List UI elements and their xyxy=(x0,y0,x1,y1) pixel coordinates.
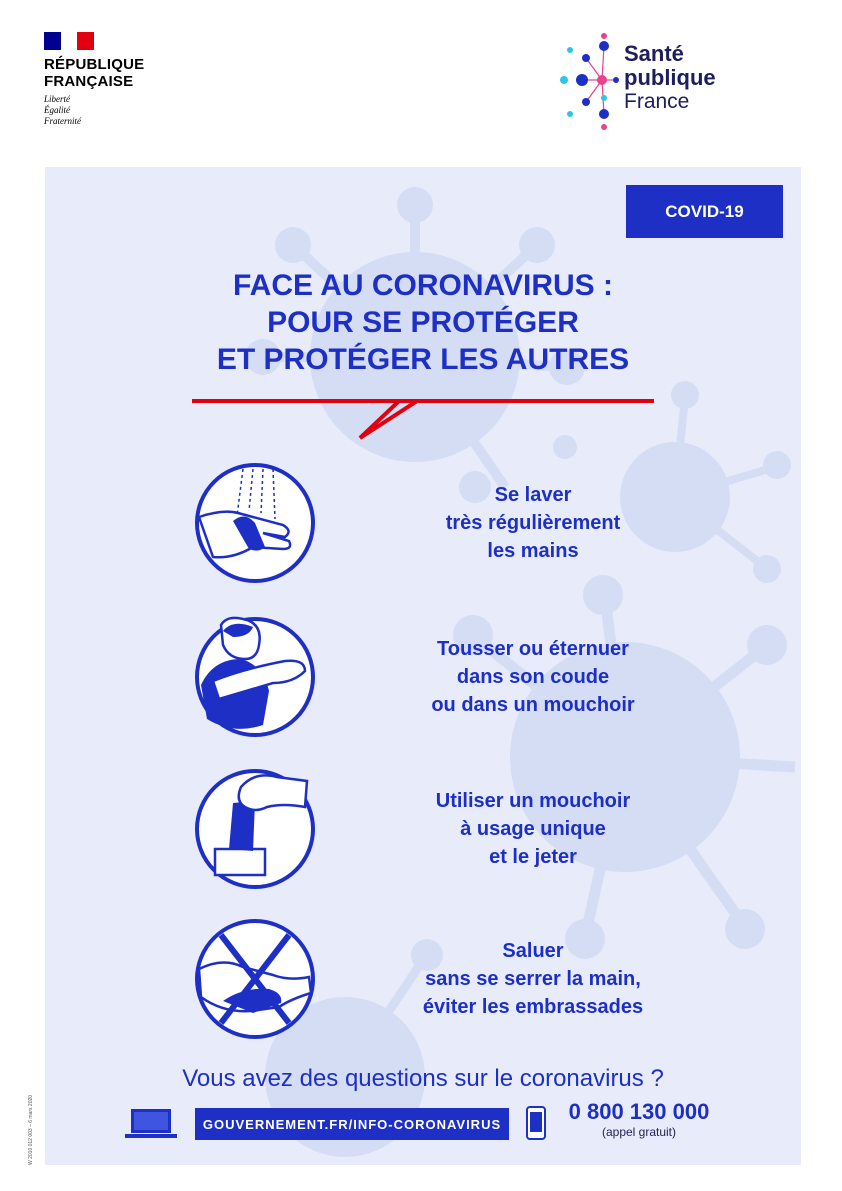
handwashing-icon xyxy=(193,461,317,585)
phone-number: 0 800 130 000 (appel gratuit) xyxy=(568,1099,710,1139)
headline-line: ET PROTÉGER LES AUTRES xyxy=(216,343,630,376)
rf-title-line1: RÉPUBLIQUE xyxy=(44,56,145,73)
gesture-text: Tousser ou éternuer dans son coude ou dans un mouchoir xyxy=(431,638,635,716)
french-flag-icon xyxy=(44,32,94,50)
poster-panel xyxy=(45,167,801,1165)
gesture-item xyxy=(45,461,801,591)
headline xyxy=(45,267,801,378)
gesture-item xyxy=(45,615,801,745)
republique-francaise-logo xyxy=(44,32,184,127)
headline-line: FACE AU CORONAVIRUS : xyxy=(232,269,613,302)
phone-icon xyxy=(526,1106,546,1140)
headline-line: POUR SE PROTÉGER xyxy=(267,306,579,339)
rf-motto: Liberté Égalité Fraternité xyxy=(44,94,81,126)
no-handshake-icon xyxy=(193,917,317,1041)
gesture-item xyxy=(45,767,801,897)
gesture-item xyxy=(45,917,801,1047)
rf-title-line2: FRANÇAISE xyxy=(44,73,134,90)
speech-bubble-underline-icon xyxy=(192,392,654,442)
gesture-text: Saluer sans se serrer la main, éviter les embrassades xyxy=(422,940,644,1018)
covid-badge: COVID-19 xyxy=(626,185,783,238)
questions-heading: Vous avez des questions sur le coronavirus ? xyxy=(182,1065,664,1092)
tissue-icon xyxy=(193,767,317,891)
molecule-icon xyxy=(550,28,620,138)
document-reference: W 2010 012 003 – 6 mars 2020 xyxy=(28,1094,34,1165)
website-link[interactable]: GOUVERNEMENT.FR/INFO-CORONAVIRUS xyxy=(195,1108,509,1140)
cough-elbow-icon xyxy=(193,615,317,739)
gesture-text: Se laver très régulièrement les mains xyxy=(445,484,621,562)
spf-wordmark: Santé publique France xyxy=(624,41,716,113)
gesture-text: Utiliser un mouchoir à usage unique et le jeter xyxy=(435,790,631,868)
laptop-icon xyxy=(125,1107,177,1139)
sante-publique-france-logo xyxy=(550,28,740,138)
